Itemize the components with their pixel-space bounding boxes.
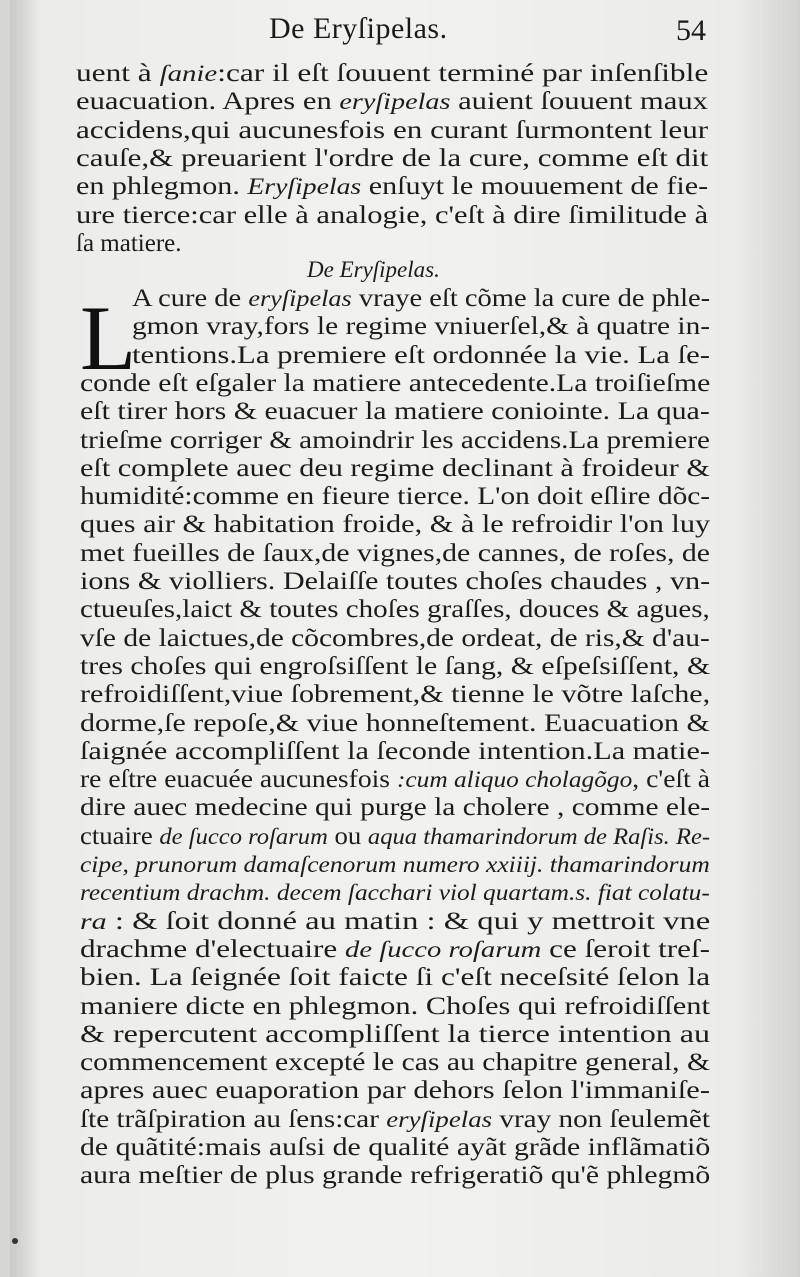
ink-spot (12, 1238, 18, 1244)
text-line: de quãtité:mais auſsi de qualité ayãt grãde inflãmatiõ (80, 1134, 711, 1161)
text-line: humidité:comme en fieure tierce. L'on doit eſlire dõc- (80, 483, 711, 511)
text-line: ſaignée accompliſſent la ſeconde intention.La matie- (80, 737, 710, 765)
drop-capital: L (80, 287, 137, 389)
text-line: uent à ſanie:car il eſt ſouuent terminé par inſenſible (76, 60, 709, 87)
text-line: cauſe,& preuarient l'ordre de la cure, comme eſt dit (76, 144, 709, 172)
page-header (10, 12, 800, 52)
text-line: commencement excepté le cas au chapitre general, & (80, 1049, 711, 1077)
text-line: refroidiſſent,viue ſobrement,& tienne le võtre laſche, (80, 681, 711, 709)
text-line: ions & violliers. Delaiſſe toutes choſes chaudes , vn- (80, 568, 711, 595)
text-line: ure tierce:car elle à analogie, c'eſt à dire ſimilitude à (76, 201, 709, 229)
running-head: De Eryſipelas. (269, 12, 448, 45)
text-line: re eſtre euacuée aucunesfois :cum aliquo cholagõgo, c'eſt à (80, 766, 710, 794)
text-line: euacuation. Apres en eryſipelas auient ſouuent maux (76, 88, 708, 116)
text-line: tres choſes qui engroſsiſſent le ſang, & eſpeſsiſſent, & (80, 652, 711, 680)
section-heading: De Eryſipelas. (307, 257, 440, 282)
text-line: met fueilles de ſaux,de vignes,de cannes, de roſes, de (80, 539, 711, 567)
text-line: ſte trãſpiration au ſens:car eryſipelas vray non ſeulemẽt (80, 1105, 710, 1133)
text-line: recentium drachm. decem ſacchari viol quartam.s. fiat colatu- (80, 880, 710, 906)
text-line: ques air & habitation froide, & à le refroidir l'on luy (80, 511, 711, 539)
text-line: ctueuſes,laict & toutes choſes graſſes, douces & agues, (80, 596, 710, 624)
text-line: eſt tirer hors & euacuer la matiere coniointe. La qua- (80, 398, 710, 426)
text-line: dire auec medecine qui purge la cholere , comme ele- (80, 794, 711, 822)
text-line: vſe de laictues,de cõcombres,de ordeat, de ris,& d'au- (80, 624, 710, 652)
text-line: drachme d'electuaire de ſucco roſarum ce ſeroit treſ- (80, 935, 711, 963)
text-line: bien. La ſeignée ſoit faicte ſi c'eſt neceſsité ſelon la (80, 964, 711, 992)
text-line: ſa matiere. (76, 229, 182, 257)
text-line: gmon vray,fors le regime vniuerſel,& à quatre in- (132, 313, 711, 341)
text-line: apres auec euaporation par dehors ſelon l'immaniſe- (80, 1077, 710, 1105)
text-line: cipe, prunorum damaſcenorum numero xxiiij. thamarindorum (80, 852, 710, 877)
text-line: conde eſt eſgaler la matiere antecedente.La troiſieſme (80, 369, 711, 397)
text-line: tentions.La premiere eſt ordonnée la vie. La ſe- (132, 341, 711, 369)
text-line: aura meſtier de plus grande refrigeratiõ qu'ẽ phlegmõ (80, 1162, 711, 1190)
text-line: accidens,qui aucunesfois en curant ſurmontent leur (76, 116, 709, 144)
text-line: en phlegmon. Eryſipelas enſuyt le mouuement de fie- (76, 173, 709, 201)
text-line: eſt complete auec deu regime declinant à froideur & (80, 454, 710, 482)
text-line: maniere dicte en phlegmon. Choſes qui refroidiſſent (80, 992, 710, 1020)
text-line: A cure de eryſipelas vraye eſt cõme la cure de phle- (132, 285, 711, 312)
page-number: 54 (676, 14, 706, 47)
text-line: ra : & ſoit donné au matin : & qui y mettroit vne (80, 907, 711, 935)
text-line: trieſme corriger & amoindrir les accidens.La premiere (80, 426, 710, 454)
text-line: dorme,ſe repoſe,& viue honneſtement. Euacuation & (80, 709, 710, 737)
text-line: & repercutent accompliſſent la tierce intention au (80, 1020, 711, 1048)
text-line: ctuaire de ſucco roſarum ou aqua thamarindorum de Raſis. Re- (80, 822, 711, 850)
book-page (10, 0, 800, 1277)
